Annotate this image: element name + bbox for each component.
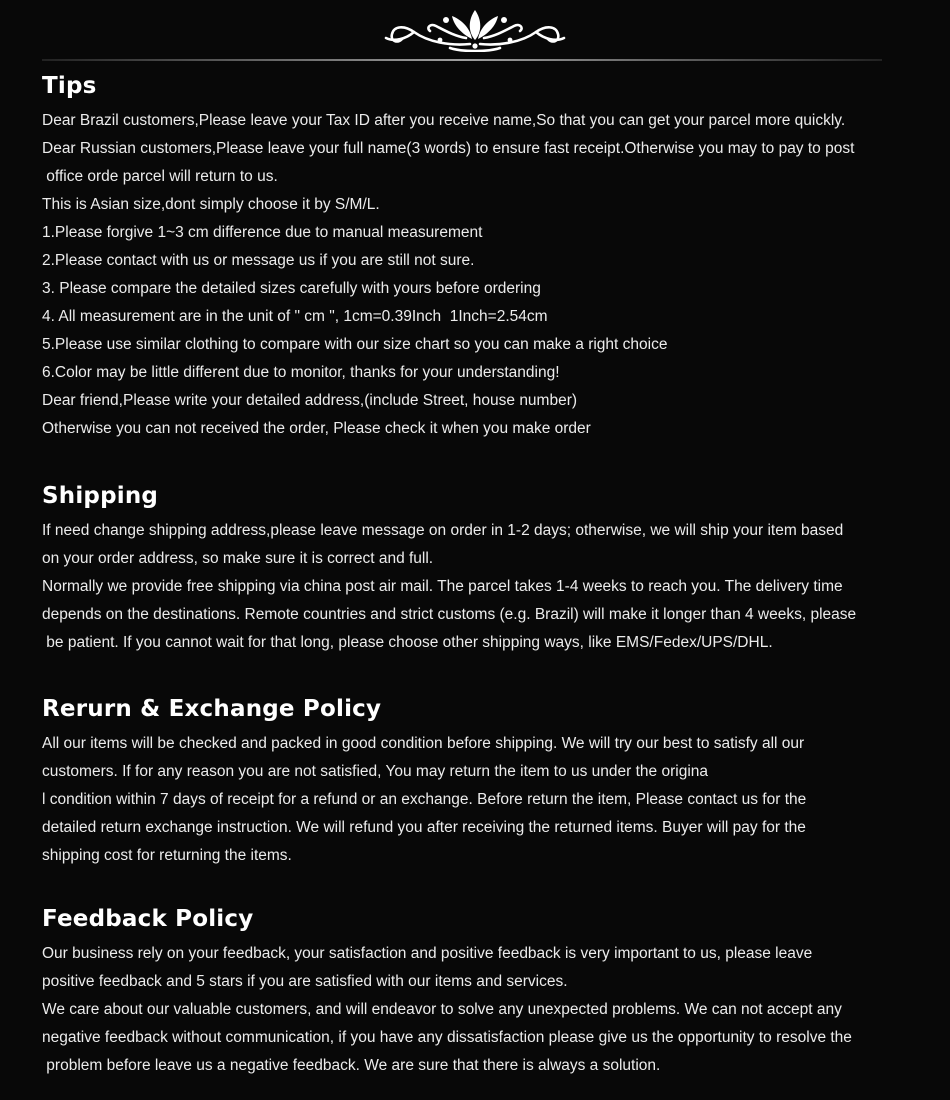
tips-line: 2.Please contact with us or message us if you are still not sure. <box>42 252 475 269</box>
header-divider <box>42 59 882 61</box>
decorative-flourish-icon <box>380 6 570 52</box>
feedback-policy-line: problem before leave us a negative feedback. We are sure that there is always a solution. <box>42 1057 661 1074</box>
shipping-line: If need change shipping address,please leave message on order in 1-2 days; otherwise, we will ship your item based <box>42 522 844 539</box>
shipping-line: Normally we provide free shipping via china post air mail. The parcel takes 1-4 weeks to reach you. The delivery time <box>42 578 843 595</box>
tips-line: office orde parcel will return to us. <box>42 168 278 185</box>
shipping-line: be patient. If you cannot wait for that long, please choose other shipping ways, like EMS/Fedex/UPS/DHL. <box>42 634 773 651</box>
return-policy-heading: Rerurn & Exchange Policy <box>42 696 382 722</box>
return-policy-line: shipping cost for returning the items. <box>42 847 292 864</box>
tips-line: 5.Please use similar clothing to compare with our size chart so you can make a right choice <box>42 336 668 353</box>
tips-line: Otherwise you can not received the order, Please check it when you make order <box>42 420 591 437</box>
tips-section <box>42 71 902 443</box>
tips-heading: Tips <box>42 73 97 99</box>
shipping-line: depends on the destinations. Remote countries and strict customs (e.g. Brazil) will make it longer than 4 weeks, please <box>42 606 857 623</box>
tips-line: Dear Brazil customers,Please leave your Tax ID after you receive name,So that you can get your parcel more quickly. <box>42 112 846 129</box>
return-policy-line: detailed return exchange instruction. We will refund you after receiving the returned items. Buyer will pay for the <box>42 819 806 836</box>
feedback-policy-body <box>42 940 902 1080</box>
return-policy-line: All our items will be checked and packed in good condition before shipping. We will try our best to satisfy all our <box>42 735 805 752</box>
return-policy-body <box>42 730 902 870</box>
tips-line: 1.Please forgive 1~3 cm difference due to manual measurement <box>42 224 483 241</box>
feedback-policy-line: positive feedback and 5 stars if you are satisfied with our items and services. <box>42 973 568 990</box>
tips-body <box>42 107 902 443</box>
shipping-section <box>42 481 902 657</box>
feedback-policy-heading: Feedback Policy <box>42 906 254 932</box>
tips-line: This is Asian size,dont simply choose it by S/M/L. <box>42 196 380 213</box>
shipping-line: on your order address, so make sure it is correct and full. <box>42 550 434 567</box>
feedback-policy-line: We care about our valuable customers, and will endeavor to solve any unexpected problems. We can not accept any <box>42 1001 842 1018</box>
tips-line: 4. All measurement are in the unit of " cm ", 1cm=0.39Inch 1Inch=2.54cm <box>42 308 548 325</box>
feedback-policy-line: negative feedback without communication, if you have any dissatisfaction please give us the opportunity to resolve the <box>42 1029 852 1046</box>
tips-line: Dear friend,Please write your detailed address,(include Street, house number) <box>42 392 578 409</box>
shipping-body <box>42 517 902 657</box>
tips-line: Dear Russian customers,Please leave your full name(3 words) to ensure fast receipt.Otherwise you may to pay to post <box>42 140 855 157</box>
tips-line: 6.Color may be little different due to monitor, thanks for your understanding! <box>42 364 560 381</box>
feedback-policy-section <box>42 904 902 1080</box>
feedback-policy-line: Our business rely on your feedback, your satisfaction and positive feedback is very important to us, please leave <box>42 945 813 962</box>
return-policy-line: l condition within 7 days of receipt for a refund or an exchange. Before return the item, Please contact us for the <box>42 791 807 808</box>
tips-line: 3. Please compare the detailed sizes carefully with yours before ordering <box>42 280 541 297</box>
return-policy-line: customers. If for any reason you are not satisfied, You may return the item to us under the origina <box>42 763 709 780</box>
return-policy-section <box>42 694 902 870</box>
shipping-heading: Shipping <box>42 483 159 509</box>
